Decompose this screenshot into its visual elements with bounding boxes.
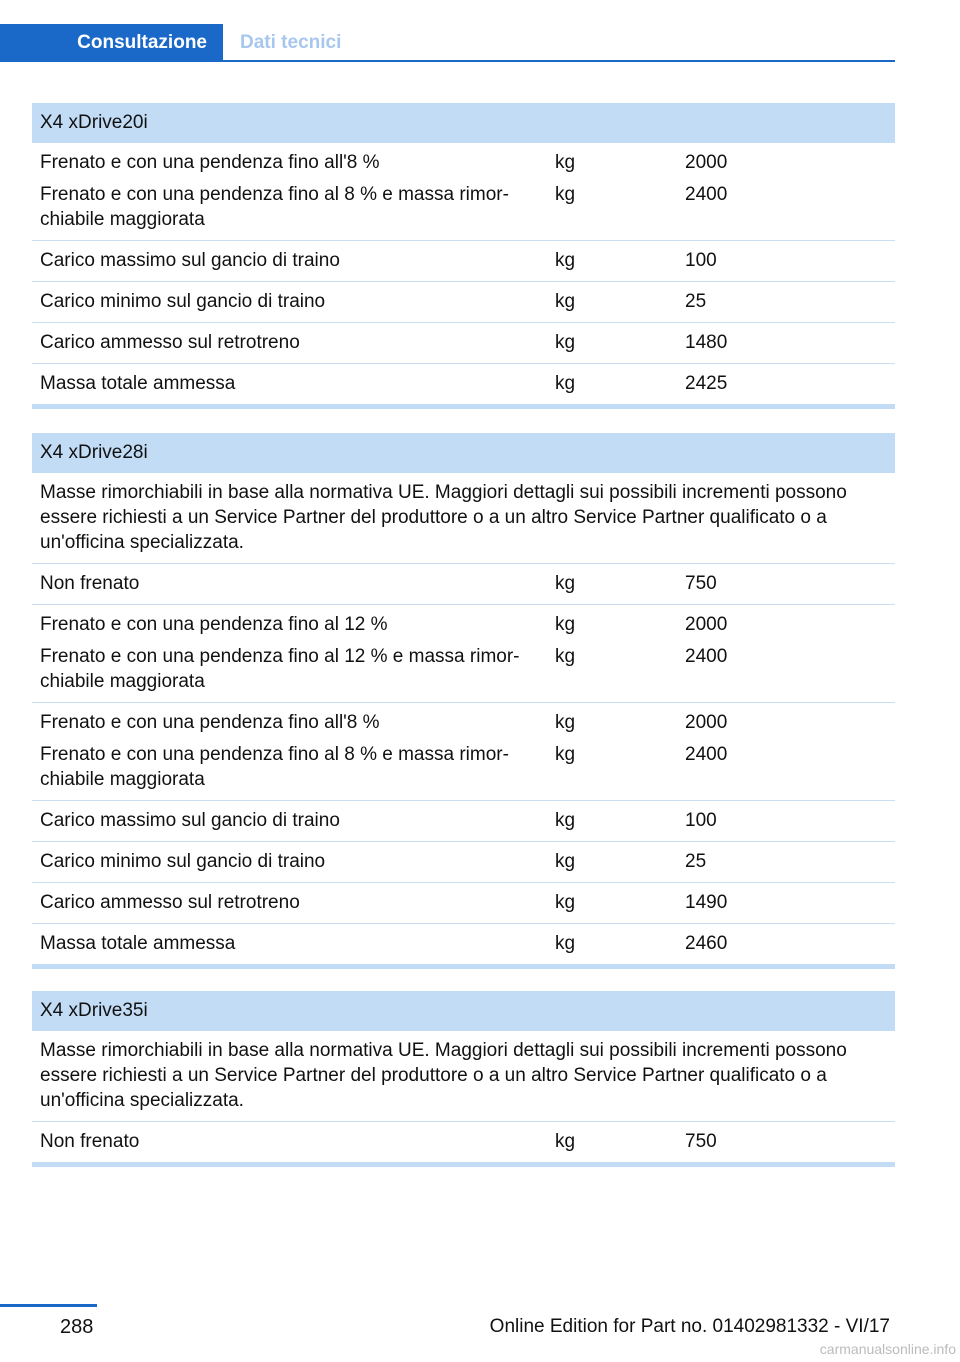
row-label: Frenato e con una pendenza fino al 12 % xyxy=(40,614,388,635)
row-value: 25 xyxy=(685,291,707,312)
row-label: Non frenato xyxy=(40,573,140,594)
table-row-group xyxy=(32,143,895,241)
watermark: carmanualsonline.info xyxy=(819,1341,956,1357)
row-unit: kg xyxy=(555,291,576,312)
row-value: 2000 xyxy=(685,152,728,173)
row-label: Massa totale ammessa xyxy=(40,373,236,394)
row-unit: kg xyxy=(555,892,576,913)
header-tabs xyxy=(0,24,895,62)
row-unit: kg xyxy=(555,851,576,872)
row-unit: kg xyxy=(555,614,576,635)
table-title: X4 xDrive28i xyxy=(32,433,895,473)
row-unit: kg xyxy=(555,1131,576,1152)
row-value: 2400 xyxy=(685,646,728,667)
row-label: Frenato e con una pendenza fino al 8 % e massa rimor-chiabile maggiorata xyxy=(40,184,509,230)
row-value: 1480 xyxy=(685,332,728,353)
row-value: 25 xyxy=(685,851,707,872)
table-row xyxy=(32,612,895,637)
row-value: 100 xyxy=(685,250,717,271)
table-x4-xdrive35i xyxy=(32,991,895,1167)
row-label: Carico ammesso sul retrotreno xyxy=(40,892,300,913)
page-number: 288 xyxy=(60,1316,94,1338)
row-label: Carico minimo sul gancio di traino xyxy=(40,851,326,872)
row-unit: kg xyxy=(555,744,576,765)
row-label: Carico minimo sul gancio di traino xyxy=(40,291,326,312)
row-label: Frenato e con una pendenza fino al 12 % e massa rimor-chiabile maggiorata xyxy=(40,646,520,692)
table-x4-xdrive28i xyxy=(32,433,895,969)
table-row xyxy=(32,182,895,232)
row-unit: kg xyxy=(555,250,576,271)
row-value: 2400 xyxy=(685,184,728,205)
table-row xyxy=(32,241,895,282)
table-row-group xyxy=(32,605,895,703)
row-unit: kg xyxy=(555,332,576,353)
table-note: Masse rimorchiabili in base alla normativa UE. Maggiori dettagli sui possibili incrementi possono essere richiesti a un Service Partner del produttore o a un altro Service Partner qualificato o a un'officina specializzata. xyxy=(32,473,895,564)
table-row xyxy=(32,801,895,842)
edition-label: Online Edition for Part no. 01402981332 - VI/17 xyxy=(489,1316,890,1337)
row-unit: kg xyxy=(555,573,576,594)
row-unit: kg xyxy=(555,646,576,667)
table-x4-xdrive20i xyxy=(32,103,895,409)
row-value: 750 xyxy=(685,573,717,594)
row-unit: kg xyxy=(555,712,576,733)
table-row xyxy=(32,282,895,323)
row-label: Non frenato xyxy=(40,1131,140,1152)
footer-rule xyxy=(0,1304,97,1307)
table-row xyxy=(32,924,895,969)
tab-consultazione[interactable]: Consultazione xyxy=(0,24,223,62)
table-title: X4 xDrive35i xyxy=(32,991,895,1031)
table-row xyxy=(32,644,895,694)
row-label: Frenato e con una pendenza fino al 8 % e massa rimor-chiabile maggiorata xyxy=(40,744,509,790)
table-row xyxy=(32,150,895,175)
table-row xyxy=(32,364,895,409)
row-unit: kg xyxy=(555,373,576,394)
table-row xyxy=(32,323,895,364)
row-unit: kg xyxy=(555,810,576,831)
table-row-group xyxy=(32,703,895,801)
row-unit: kg xyxy=(555,184,576,205)
table-row xyxy=(32,710,895,735)
row-unit: kg xyxy=(555,152,576,173)
row-label: Frenato e con una pendenza fino all'8 % xyxy=(40,712,380,733)
table-row xyxy=(32,1122,895,1167)
row-label: Carico ammesso sul retrotreno xyxy=(40,332,300,353)
row-value: 2425 xyxy=(685,373,728,394)
table-title: X4 xDrive20i xyxy=(32,103,895,143)
row-label: Massa totale ammessa xyxy=(40,933,236,954)
row-value: 1490 xyxy=(685,892,728,913)
row-value: 2400 xyxy=(685,744,728,765)
table-row xyxy=(32,564,895,605)
table-row xyxy=(32,742,895,792)
row-label: Carico massimo sul gancio di traino xyxy=(40,810,340,831)
tab-dati-tecnici[interactable]: Dati tecnici xyxy=(240,32,342,53)
row-value: 2000 xyxy=(685,614,728,635)
table-note: Masse rimorchiabili in base alla normativa UE. Maggiori dettagli sui possibili incrementi possono essere richiesti a un Service Partner del produttore o a un altro Service Partner qualificato o a un'officina specializzata. xyxy=(32,1031,895,1122)
row-value: 2000 xyxy=(685,712,728,733)
row-label: Carico massimo sul gancio di traino xyxy=(40,250,340,271)
row-value: 100 xyxy=(685,810,717,831)
row-value: 750 xyxy=(685,1131,717,1152)
row-label: Frenato e con una pendenza fino all'8 % xyxy=(40,152,380,173)
table-row xyxy=(32,883,895,924)
row-value: 2460 xyxy=(685,933,728,954)
row-unit: kg xyxy=(555,933,576,954)
table-row xyxy=(32,842,895,883)
